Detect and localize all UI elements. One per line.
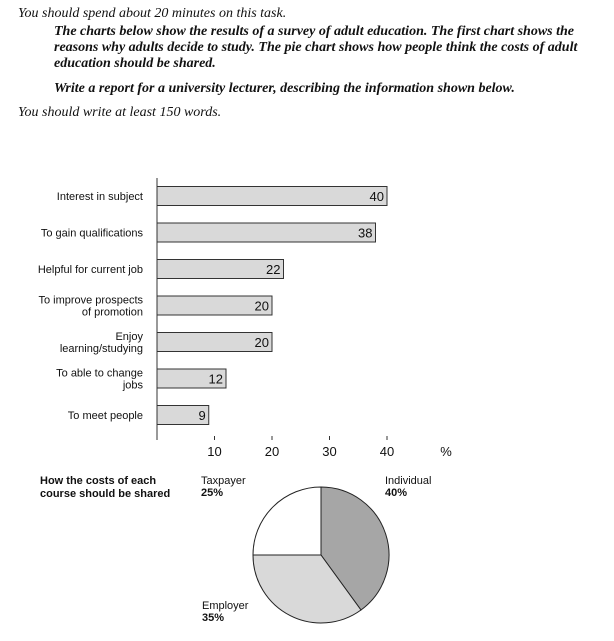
task-time-instruction: You should spend about 20 minutes on this task. (18, 6, 287, 21)
pie-label-individual-pct: 40% (385, 487, 408, 499)
bar-value-label-6: 9 (198, 408, 206, 423)
category-label-2: Helpful for current job (37, 264, 143, 276)
pie-label-taxpayer-pct: 25% (201, 487, 224, 499)
pie-label-individual-name: Individual (385, 475, 432, 487)
bar-value-label-2: 22 (266, 262, 281, 277)
bar-1 (157, 223, 376, 242)
category-label-1: To gain qualifications (40, 227, 143, 240)
pie-label-taxpayer-name: Taxpayer (201, 475, 246, 487)
pie-label-employer-pct: 35% (202, 612, 225, 624)
task-word-count: You should write at least 150 words. (18, 105, 222, 120)
category-label-5: To able to change jobs (56, 367, 143, 392)
pie-title-line-2: course should be shared (40, 488, 171, 500)
pie-chart-title (40, 475, 200, 501)
x-tick-label-20: 20 (264, 444, 280, 459)
bar-value-label-0: 40 (369, 189, 384, 204)
bar-value-label-4: 20 (254, 335, 269, 350)
category-label-4: Enjoy learning/studying (59, 331, 143, 355)
category-label-3: To improve prospects of promotion (38, 294, 143, 319)
bar-2 (157, 260, 284, 279)
task-writing-instruction: Write a report for a university lecturer, describing the information shown below. (54, 81, 515, 96)
bar-0 (157, 187, 387, 206)
category-label-6: To meet people (67, 410, 143, 422)
pie-slice-taxpayer (253, 487, 321, 555)
category-label-0: Interest in subject (56, 191, 143, 203)
x-tick-label-10: 10 (207, 444, 222, 459)
bar-value-label-1: 38 (358, 225, 373, 241)
bar-value-label-3: 20 (254, 298, 269, 314)
pie-label-taxpayer (201, 475, 246, 499)
x-tick-label-30: 30 (322, 444, 337, 459)
x-axis-unit-label: % (440, 444, 452, 459)
pie-label-employer (202, 600, 248, 624)
pie-label-employer-name: Employer (202, 600, 249, 612)
bar-value-label-5: 12 (208, 371, 223, 387)
task-description: The charts below show the results of a survey of adult education. The first chart shows the reasons why adults decide to study. The pie chart shows how people think the costs of adult education should be shared. (54, 24, 578, 71)
pie-title-line-1: How the costs of each (40, 475, 157, 487)
cost-sharing-pie-chart (250, 484, 392, 626)
x-tick-label-40: 40 (379, 444, 395, 459)
